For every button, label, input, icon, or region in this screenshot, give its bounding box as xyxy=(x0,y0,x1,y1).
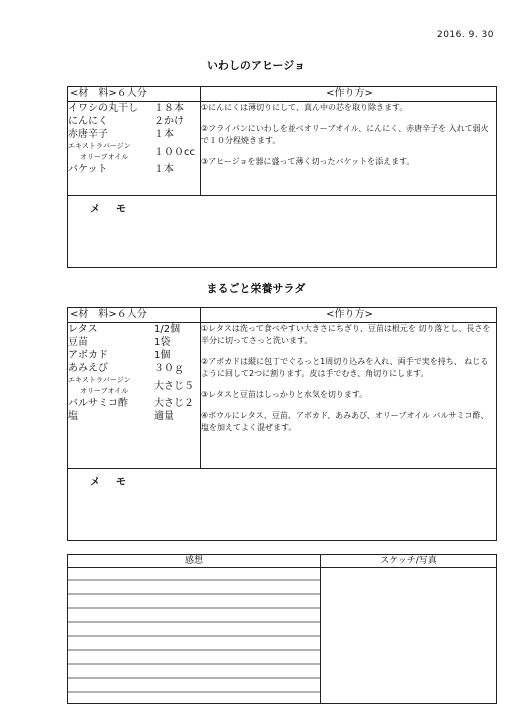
procedure-cell xyxy=(201,102,497,196)
ingredient-name: にんにく xyxy=(68,116,108,127)
ingredient-row xyxy=(68,397,200,410)
ingredients-cell xyxy=(68,102,201,196)
ingredient-amount: １本 xyxy=(154,129,174,140)
ingredient-amount: 1/2個 xyxy=(154,324,181,335)
procedure-step: ①レタスは洗って食べやすい大きさにちぎり、豆苗は根元を 切り落とし、長さを半分に切ってさっと洗います。 xyxy=(201,324,491,345)
ingredient-row xyxy=(68,163,200,176)
impressions-header: 感想 xyxy=(68,555,321,568)
ingredient-row xyxy=(68,362,200,375)
ingredient-name: アボカド xyxy=(68,350,108,361)
recipe-table xyxy=(67,86,497,268)
ingredient-name: バケット xyxy=(68,164,108,175)
memo-area xyxy=(68,196,497,268)
procedure-header: <作り方> xyxy=(201,87,497,102)
ingredients-header: <材 料>６人分 xyxy=(68,87,201,102)
ingredient-amount: １８本 xyxy=(154,103,184,114)
memo-label: メモ xyxy=(90,204,142,215)
procedure-step: ④ボウルにレタス、豆苗、アボカド、あみあび、オリーブオイル バルサミコ酢、塩を加えてよく混ぜます。 xyxy=(201,411,489,432)
recipe-table xyxy=(67,307,497,541)
sketch-header: スケッチ/写真 xyxy=(321,555,497,568)
procedure-step: ②フライパンにいわしを並べオリーブオイル、にんにく、赤唐辛子を 入れて弱火で１０分程焼きます。 xyxy=(201,124,489,145)
ingredients-header: <材 料>６人分 xyxy=(68,308,201,323)
ingredient-amount: 適量 xyxy=(154,411,174,422)
ingredient-amount: 1袋 xyxy=(154,337,171,348)
ingredient-name: 塩 xyxy=(68,411,78,422)
date: 2016. 9. 30 xyxy=(436,30,494,40)
procedure-step: ①にんにくは薄切りにして、真ん中の芯を取り除きます。 xyxy=(201,103,408,112)
ingredient-amount: １本 xyxy=(154,164,174,175)
memo-label: メモ xyxy=(90,477,142,488)
ingredient-row xyxy=(68,336,200,349)
ingredient-amount: ３０ｇ xyxy=(154,363,184,374)
ingredient-name: エキストラバージン xyxy=(68,142,131,150)
ingredient-name: バルサミコ酢 xyxy=(68,398,128,409)
sketch-area xyxy=(321,568,497,704)
ingredients-cell xyxy=(68,323,201,469)
ingredient-amount: ２かけ xyxy=(154,116,184,127)
ingredient-amount: 大さじ５ xyxy=(154,381,194,392)
ingredient-row xyxy=(68,410,200,423)
ingredient-name: エキストラバージン xyxy=(68,376,131,384)
ingredient-row xyxy=(68,128,200,141)
ingredient-name: 赤唐辛子 xyxy=(68,129,108,140)
ingredient-name-line2: オリーブオイル xyxy=(80,153,129,161)
ingredient-amount: 大さじ２ xyxy=(154,398,194,409)
ingredient-name: レタス xyxy=(68,324,98,335)
ingredient-row xyxy=(68,349,200,362)
procedure-step: ②アボカドは縦に包丁でぐるっと1周切り込みを入れ、両手で実を持ち、 ねじるように回して2つに割ります。皮は手でむき、角切りにします。 xyxy=(201,357,489,378)
ingredient-row xyxy=(68,102,200,115)
ingredient-row xyxy=(68,375,200,397)
recipe-title: いわしのアヒージョ xyxy=(206,59,306,72)
ingredient-amount: １００cc xyxy=(154,147,195,158)
procedure-step: ③アヒージョを器に盛って薄く切ったバケットを添えます。 xyxy=(201,157,415,166)
ingredient-amount: 1個 xyxy=(154,350,171,361)
memo-area xyxy=(68,469,497,541)
procedure-step: ③レタスと豆苗はしっかりと水気を切ります。 xyxy=(201,390,368,399)
ingredient-name: あみえび xyxy=(68,363,108,374)
impressions-table xyxy=(67,554,497,704)
procedure-cell xyxy=(201,323,497,469)
ingredient-row xyxy=(68,141,200,163)
ingredient-row xyxy=(68,323,200,336)
ingredient-name-line2: オリーブオイル xyxy=(80,387,129,395)
ingredient-row xyxy=(68,115,200,128)
ingredient-name: イワシの丸干し xyxy=(68,103,138,114)
recipe-title: まるごと栄養サラダ xyxy=(206,282,306,295)
impressions-lines xyxy=(68,568,321,704)
ingredient-name: 豆苗 xyxy=(68,337,88,348)
procedure-header: <作り方> xyxy=(201,308,497,323)
